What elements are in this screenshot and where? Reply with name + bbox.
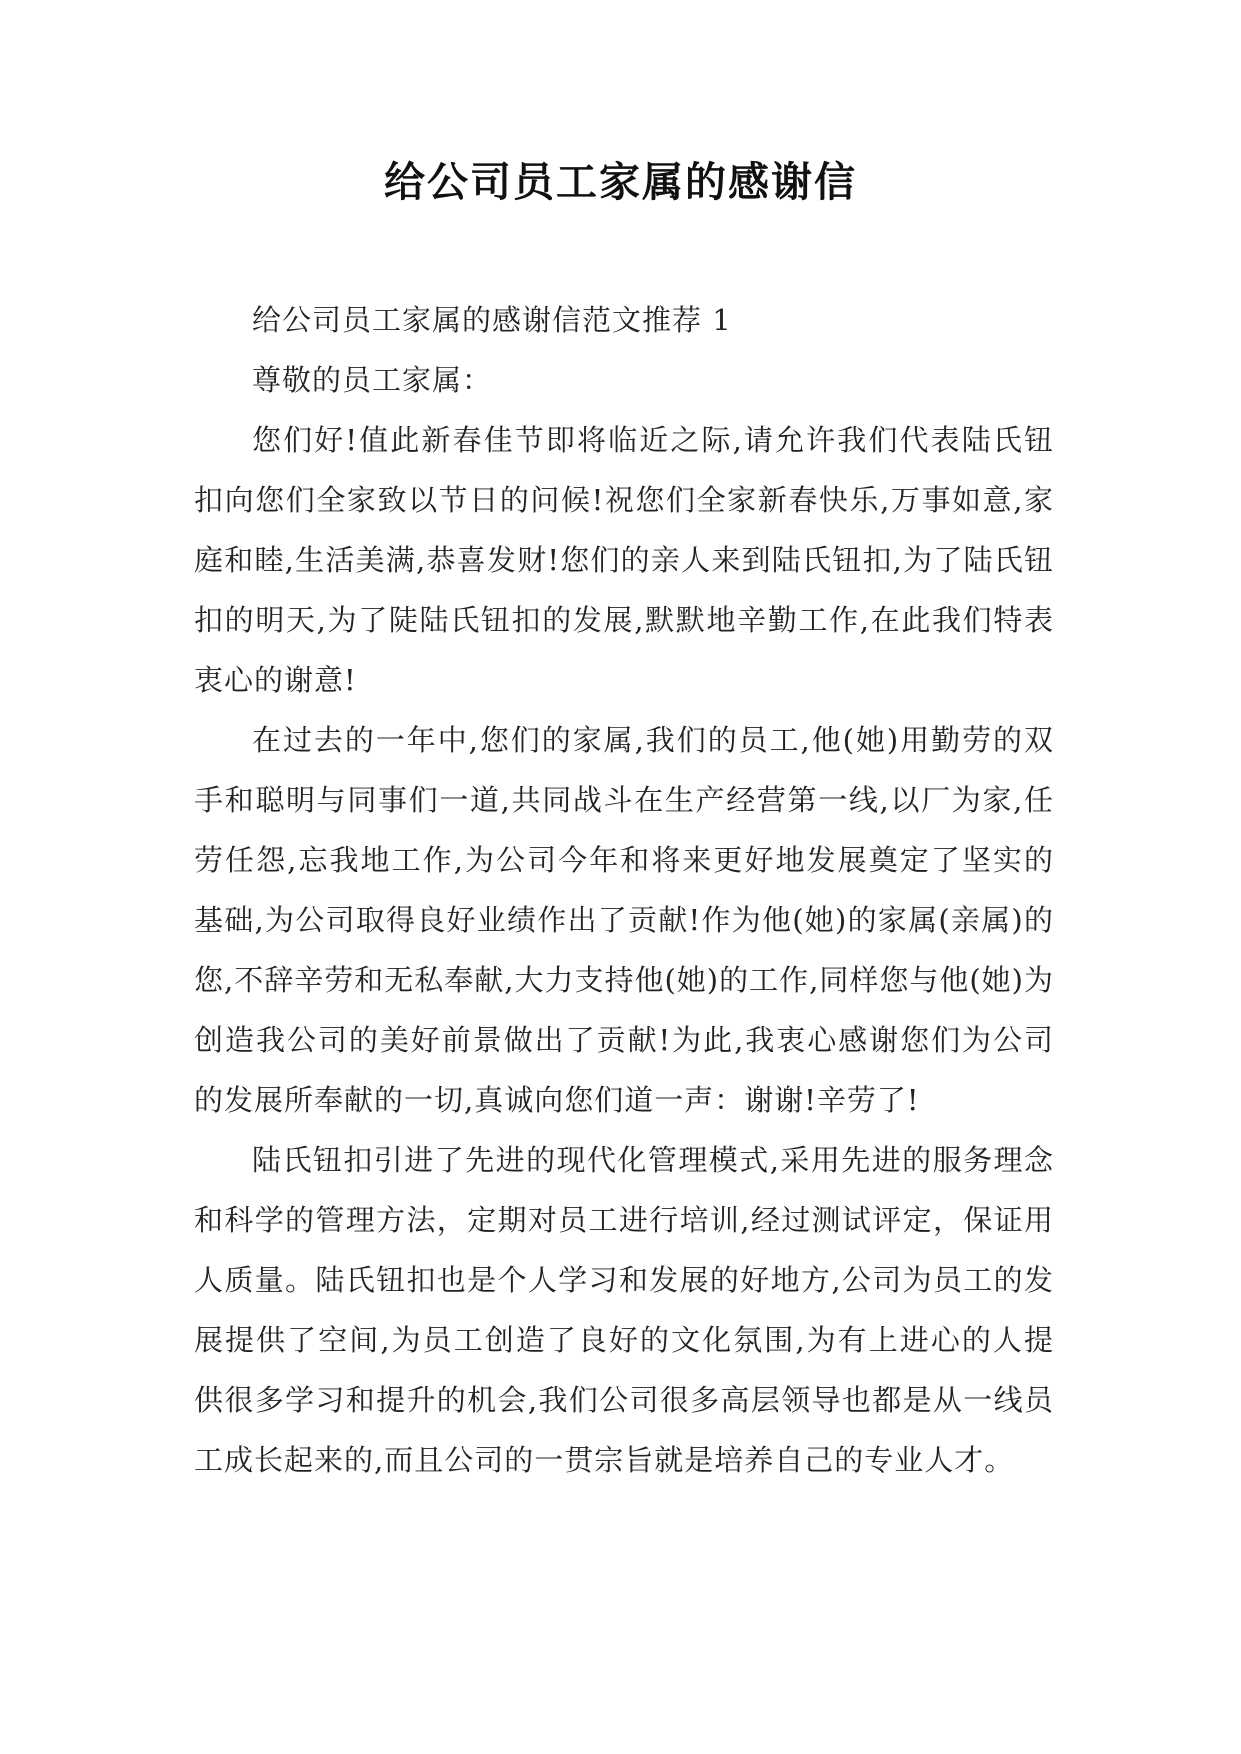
document-title: 给公司员工家属的感谢信: [384, 158, 857, 206]
salutation-paragraph: 尊敬的员工家属：: [252, 363, 493, 397]
document-body: [194, 290, 1054, 1490]
subtitle-paragraph: 给公司员工家属的感谢信范文推荐 1: [252, 303, 732, 337]
body-paragraph: 陆氏钮扣引进了先进的现代化管理模式,采用先进的服务理念和科学的管理方法，定期对员工进行培训,经过测试评定，保证用人质量。陆氏钮扣也是个人学习和发展的好地方,公司为员工的发展提供了空间,为员工创造了良好的文化氛围,为有上进心的人提供很多学习和提升的机会,我们公司很多高层领导也都是从一线员工成长起来的,而且公司的一贯宗旨就是培养自己的专业人才。: [194, 1143, 1054, 1477]
body-paragraph: 您们好!值此新春佳节即将临近之际,请允许我们代表陆氏钮扣向您们全家致以节日的问候!祝您们全家新春快乐,万事如意,家庭和睦,生活美满,恭喜发财!您们的亲人来到陆氏钮扣,为了陆氏钮扣的明天,为了陡陆氏钮扣的发展,默默地辛勤工作,在此我们特表衷心的谢意!: [194, 423, 1054, 697]
body-paragraph: 在过去的一年中,您们的家属,我们的员工,他(她)用勤劳的双手和聪明与同事们一道,共同战斗在生产经营第一线,以厂为家,任劳任怨,忘我地工作,为公司今年和将来更好地发展奠定了坚实的基础,为公司取得良好业绩作出了贡献!作为他(她)的家属(亲属)的您,不辞辛劳和无私奉献,大力支持他(她)的工作,同样您与他(她)为创造我公司的美好前景做出了贡献!为此,我衷心感谢您们为公司的发展所奉献的一切,真诚向您们道一声：谢谢!辛劳了!: [194, 723, 1054, 1117]
